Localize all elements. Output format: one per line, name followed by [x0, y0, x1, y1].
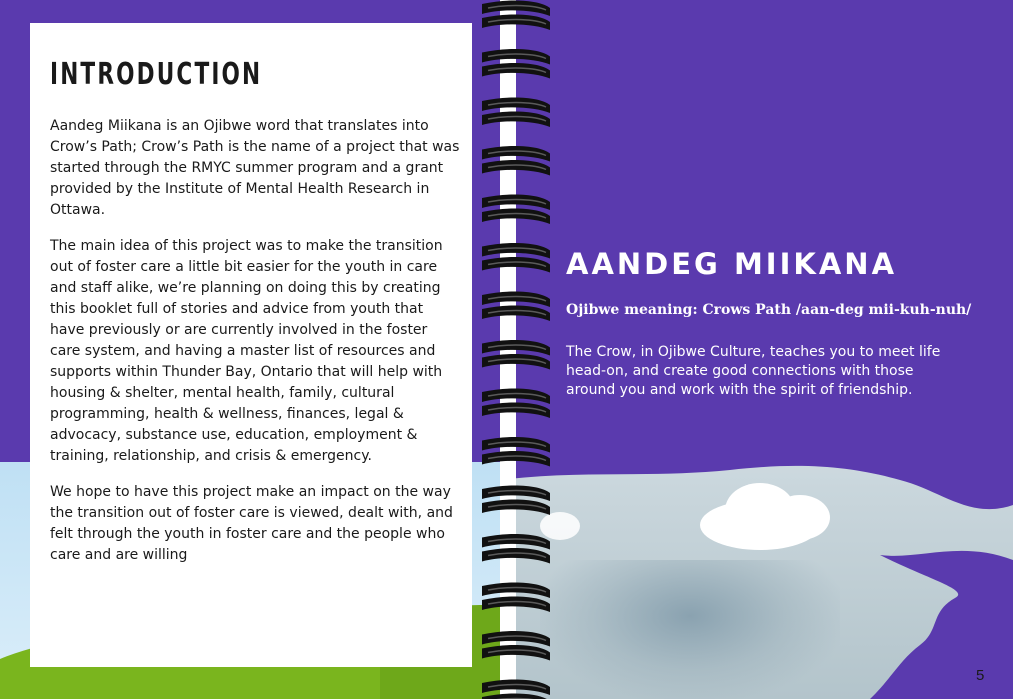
- meaning-subtitle: Ojibwe meaning: Crows Path /aan-deg mii-kuh-nuh/: [566, 302, 972, 318]
- binding-ring: [482, 486, 550, 515]
- binding-ring: [482, 680, 550, 699]
- binding-ring: [482, 98, 550, 127]
- section-title: AANDEG MIIKANA: [566, 247, 898, 281]
- binding-ring: [482, 340, 550, 369]
- paragraph: The main idea of this project was to make the transition out of foster care a little bit easier for the youth in care and staff alike, we’re planning on doing this by creating this booklet full of stories and advice from youth that have previously or are currently involved in the foster care system, and having a master list of resources and supports within Thunder Bay, Ontario that will help with housing & shelter, mental health, family, cultural programming, health & wellness, finances, legal & advocacy, substance use, education, employment & training, relationship, and crisis & emergency.: [50, 238, 443, 464]
- page-heading: INTRODUCTION: [50, 57, 263, 92]
- binding-ring: [482, 146, 550, 175]
- binding-ring: [482, 1, 550, 30]
- card-body: [50, 116, 460, 581]
- spiral-binding-icon: [480, 0, 552, 699]
- binding-ring: [482, 49, 550, 78]
- right-page: [500, 0, 1013, 699]
- binding-ring: [482, 583, 550, 612]
- left-page: [0, 0, 500, 699]
- binding-ring: [482, 631, 550, 660]
- text-card: [30, 23, 472, 667]
- binding-ring: [482, 292, 550, 321]
- binding-ring: [482, 243, 550, 272]
- binding-ring: [482, 389, 550, 418]
- description-text: The Crow, in Ojibwe Culture, teaches you to meet life head-on, and create good connections with those around you and work with the spirit of friendship.: [566, 344, 941, 398]
- binding-ring: [482, 534, 550, 563]
- paragraph: Aandeg Miikana is an Ojibwe word that translates into Crow’s Path; Crow’s Path is the name of a project that was started through the RMYC summer program and a grant provided by the Institute of Mental Health Research in Ottawa.: [50, 118, 460, 218]
- binding-ring: [482, 195, 550, 224]
- binding-ring: [482, 437, 550, 466]
- page-number: 5: [976, 667, 985, 684]
- paragraph: We hope to have this project make an impact on the way the transition out of foster care is viewed, dealt with, and felt through the youth in foster care and the people who care and are willing: [50, 484, 453, 563]
